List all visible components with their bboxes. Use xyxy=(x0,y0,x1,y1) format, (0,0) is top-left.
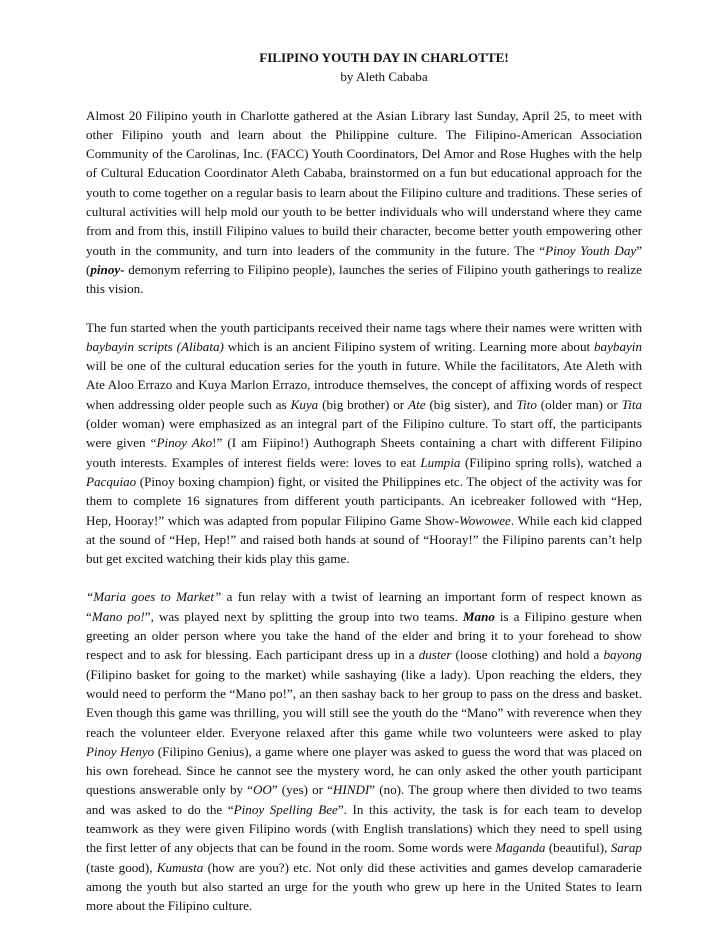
text-run: baybayin xyxy=(594,338,642,354)
text-run: which is an ancient Filipino system of writing. Learning more about xyxy=(223,338,594,354)
text-run: . While each kid clapped at the sound of “Hep, Hep!” and raised both hands at sound of “Hooray!” the Filipino parents can’t help but get excited watching their kids play this game. xyxy=(86,512,642,567)
text-run: ” (yes) or “ xyxy=(271,782,333,798)
text-run: Tita xyxy=(621,396,643,412)
text-run: Pinoy Spelling Bee xyxy=(233,801,338,817)
text-run: Wowowee xyxy=(458,512,511,528)
text-run: (big sister), and xyxy=(425,396,517,412)
text-run: “Maria goes to Market” xyxy=(86,589,222,605)
text-run: Pacquiao xyxy=(86,473,137,489)
text-run: (how are you?) etc. Not only did these activities and games develop camaraderie among the youth but also started an urge for the youth who grew up here in the United States to learn more about the Filipino culture. xyxy=(86,859,642,914)
text-run: Kumusta xyxy=(156,859,204,875)
text-run: pinoy- xyxy=(90,261,125,277)
text-run: will be one of the cultural education series for the youth in future. While the facilitators, Ate Aleth with Ate Aloo Errazo and Kuya Marlon Errazo, introduce themselves, the concept of affixing words of respect when addressing older people such as xyxy=(86,358,642,412)
text-run: Tito xyxy=(516,396,537,412)
text-run: (taste good), xyxy=(86,859,157,875)
text-run: Pinoy Youth Day xyxy=(545,242,637,258)
text-run: ” (no). The group where then divided to two teams and was asked to do the “ xyxy=(86,782,642,817)
text-run: (older man) or xyxy=(536,396,622,412)
text-run: baybayin scripts (Alibata) xyxy=(86,338,224,354)
document-byline: by Aleth Cababa xyxy=(340,69,428,85)
paragraph-intro xyxy=(86,106,642,299)
document-page xyxy=(86,48,642,915)
text-run: (Pinoy boxing champion) fight, or visited the Philippines etc. The object of the activity was for them to complete 16 signatures from different youth participants. An icebreaker followed with “Hep, Hep, Hooray!” which was adapted from popular Filipino Game Show- xyxy=(86,473,642,528)
text-run: (big brother) or xyxy=(318,396,409,412)
text-run: (beautiful), xyxy=(545,840,611,856)
text-run: ” ( xyxy=(86,242,642,277)
text-run: Kuya xyxy=(290,396,319,412)
text-run: demonym referring to Filipino people), launches the series of Filipino youth gatherings to realize this vision. xyxy=(86,261,642,297)
paragraph-games xyxy=(86,587,642,915)
text-run: ”, was played next by splitting the group into two teams. xyxy=(144,608,463,624)
text-run: (older woman) were emphasized as an integral part of the Filipino culture. To start off, the participants were given “ xyxy=(86,416,642,451)
text-run: OO xyxy=(252,782,272,798)
text-run: (Filipino basket for going to the market) while sashaying (like a lady). Upon reaching the elders, they would need to perform the “Mano po!”, an then sashay back to her group to pass on the dress and basket. Even though this game was thrilling, you will still see the youth do the “Mano” with reverence when they reach the volunteer elder. Everyone relaxed after this game while two volunteers were asked to play xyxy=(86,666,642,740)
text-run: Mano po! xyxy=(91,608,145,624)
text-run: (Filipino spring rolls), watched a xyxy=(460,454,642,470)
text-run: !” (I am Fiipino!) Authograph Sheets containing a chart with different Filipino youth interests. Examples of interest fields were: loves to eat xyxy=(86,435,643,470)
text-run: HINDI xyxy=(332,782,370,798)
text-run: ”. In this activity, the task is for each team to develop teamwork as they were given Filipino words (with English translations) which they need to spell using the first letter of any objects that can be found in the room. Some words were xyxy=(86,801,642,856)
text-run: is a Filipino gesture when greeting an older person where you take the hand of the elder and bring it to your forehead to show respect and to ask for blessing. Each participant dress up in a xyxy=(86,608,642,663)
text-run: (Filipino Genius), a game where one player was asked to guess the word that was placed on his own forehead. Since he cannot see the mystery word, he can only asked the other youth participant questions answerable only by “ xyxy=(86,743,642,798)
paragraph-activities xyxy=(86,318,642,569)
text-run: Ate xyxy=(408,396,426,412)
text-run: (loose clothing) and hold a xyxy=(451,647,604,663)
text-run: Pinoy Ako xyxy=(156,435,213,451)
text-run: Sarap xyxy=(610,840,642,856)
text-run: bayong xyxy=(603,647,642,663)
document-title: FILIPINO YOUTH DAY IN CHARLOTTE! xyxy=(259,50,509,65)
text-run: Almost 20 Filipino youth in Charlotte gathered at the Asian Library last Sunday, April 25, to meet with other Filipino youth and learn about the Philippine culture. The Filipino-American Association Community of the Carolinas, Inc. (FACC) Youth Coordinators, Del Amor and Rose Hughes with the help of Cultural Education Coordinator Aleth Cababa, brainstormed on a fun but educational approach for the youth to come together on a regular basis to learn about the Filipino culture and traditions. These series of cultural activities will help mold our youth to be better individuals who will understand where they came from and from this, instill Filipino values to build their character, become better youth empowering other youth in the community, and turn into leaders of the community in the future. The “ xyxy=(86,107,642,258)
text-run: a fun relay with a twist of learning an important form of respect known as “ xyxy=(86,589,643,624)
text-run: Pinoy Henyo xyxy=(86,743,155,759)
text-run: The fun started when the youth participants received their name tags where their names were written with xyxy=(86,319,642,335)
text-run: Lumpia xyxy=(420,454,461,470)
text-run: duster xyxy=(418,647,452,663)
text-run: Maganda xyxy=(495,840,546,856)
text-run: Mano xyxy=(462,608,495,624)
